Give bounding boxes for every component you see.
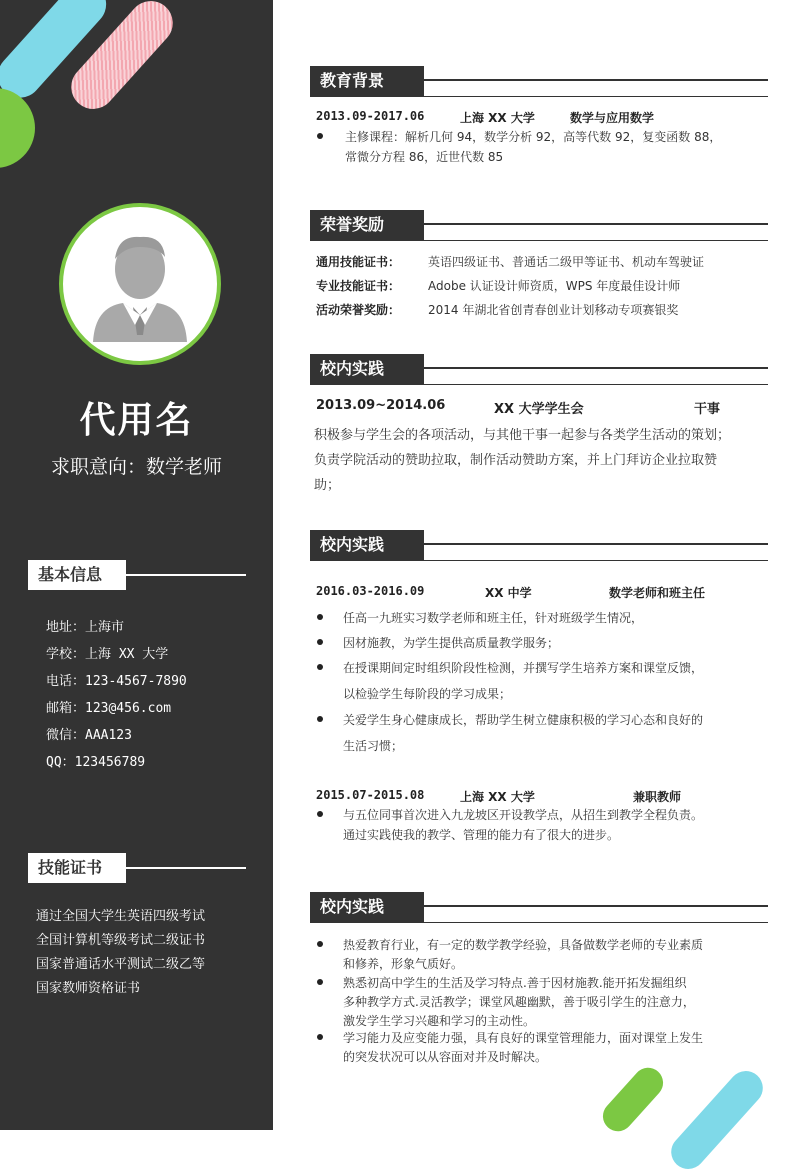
job1-role: 数学老师和班主任 (609, 586, 706, 600)
job1-bullet-cont: 以检验学生每阶段的学习成果； (343, 687, 512, 701)
summary-line: 熟悉初高中学生的生活及学习特点.善于因材施教.能开拓发掘组织 (343, 976, 687, 990)
bullet-icon (317, 941, 323, 947)
decor-cyan-stripe (664, 1064, 770, 1176)
bullet-icon (317, 639, 323, 645)
honor-value: Adobe 认证设计师资质，WPS 年度最佳设计师 (428, 279, 681, 293)
info-phone: 电话：123-4567-7890 (46, 674, 187, 689)
education-major: 数学与应用数学 (570, 111, 655, 125)
campus-divider (424, 543, 768, 545)
honor-value: 2014 年湖北省创青春创业计划移动专项赛银奖 (428, 303, 679, 317)
education-school: 上海 XX 大学 (460, 111, 535, 125)
skill-item: 国家普通话水平测试二级乙等 (36, 957, 206, 972)
job1-bullet: 在授课期间定时组织阶段性检测，并撰写学生培养方案和课堂反馈， (343, 661, 704, 675)
bullet-icon (317, 614, 323, 620)
job1-bullet-cont: 生活习惯； (343, 739, 404, 753)
bullet-icon (317, 133, 323, 139)
campus-underline (310, 922, 768, 923)
campus-divider (424, 367, 768, 369)
skill-item: 国家教师资格证书 (36, 981, 141, 996)
person-avatar-icon (63, 207, 217, 361)
campus-heading: 校内实践 (310, 892, 424, 922)
campus1-line: 积极参与学生会的各项活动，与其他干事一起参与各类学生活动的策划； (314, 428, 731, 443)
bullet-icon (317, 979, 323, 985)
campus1-line: 负责学院活动的赞助拉取，制作活动赞助方案，并上门拜访企业拉取赞 (314, 453, 718, 468)
info-email: 邮箱：123@456.com (46, 701, 172, 716)
decor-green-circle (0, 88, 35, 168)
skill-item: 通过全国大学生英语四级考试 (36, 909, 206, 924)
basic-info-list (46, 620, 187, 782)
honors-heading: 荣誉奖励 (310, 210, 424, 240)
education-underline (310, 96, 768, 97)
job2-date: 2015.07-2015.08 (316, 788, 425, 802)
info-address: 地址：上海市 (46, 620, 125, 635)
bullet-icon (317, 1034, 323, 1040)
education-courses-line1: 主修课程：解析几何 94，数学分析 92，高等代数 92，复变函数 88， (345, 130, 722, 144)
campus1-role: 干事 (694, 402, 721, 417)
candidate-name: 代用名 (79, 400, 194, 441)
campus-divider (424, 905, 768, 907)
education-heading: 教育背景 (310, 66, 424, 96)
job1-bullet: 关爱学生身心健康成长，帮助学生树立健康积极的学习心态和良好的 (343, 713, 704, 727)
decor-green-stripe (597, 1062, 669, 1138)
avatar (59, 203, 221, 365)
summary-line: 激发学生学习兴趣和学习的主动性。 (343, 1014, 536, 1028)
campus1-date: 2013.09~2014.06 (316, 398, 446, 413)
summary-line: 热爱教育行业，有一定的数学教学经验，具备做数学老师的专业素质 (343, 938, 704, 952)
summary-line: 的突发状况可以从容面对并及时解决。 (343, 1050, 548, 1064)
bullet-icon (317, 716, 323, 722)
skills-list (36, 905, 205, 1001)
job1-org: XX 中学 (485, 586, 532, 600)
campus-underline (310, 384, 768, 385)
skills-heading: 技能证书 (28, 853, 126, 883)
honors-underline (310, 240, 768, 241)
job-intent: 求职意向：数学老师 (50, 456, 222, 478)
job1-date: 2016.03-2016.09 (316, 584, 425, 598)
info-qq: QQ：123456789 (46, 755, 146, 770)
honor-label: 活动荣誉奖励： (316, 303, 401, 317)
job2-org: 上海 XX 大学 (460, 790, 535, 804)
bullet-icon (317, 811, 323, 817)
summary-line: 学习能力及应变能力强，具有良好的课堂管理能力，面对课堂上发生 (343, 1031, 704, 1045)
campus-heading: 校内实践 (310, 354, 424, 384)
education-divider (424, 79, 768, 81)
honor-value: 英语四级证书、普通话二级甲等证书、机动车驾驶证 (428, 255, 705, 269)
info-school: 学校：上海 XX 大学 (46, 647, 169, 662)
basic-info-heading: 基本信息 (28, 560, 126, 590)
campus-underline (310, 560, 768, 561)
job1-bullet: 因材施教，为学生提供高质量教学服务； (343, 636, 560, 650)
honors-divider (424, 223, 768, 225)
job1-bullet: 任高一九班实习数学老师和班主任，针对班级学生情况， (343, 611, 644, 625)
campus-heading: 校内实践 (310, 530, 424, 560)
honor-label: 专业技能证书： (316, 279, 401, 293)
job2-role: 兼职教师 (633, 790, 682, 804)
education-courses-line2: 常微分方程 86，近世代数 85 (345, 150, 504, 164)
bullet-icon (317, 664, 323, 670)
job2-line: 通过实践使我的教学、管理的能力有了很大的进步。 (343, 828, 620, 842)
skill-item: 全国计算机等级考试二级证书 (36, 933, 206, 948)
job2-line: 与五位同事首次进入九龙坡区开设教学点，从招生到教学全程负责。 (343, 808, 704, 822)
skills-divider (126, 867, 246, 869)
education-date: 2013.09-2017.06 (316, 109, 425, 123)
basic-info-divider (126, 574, 246, 576)
campus1-line: 助； (314, 478, 341, 493)
honor-label: 通用技能证书： (316, 255, 401, 269)
campus1-org: XX 大学学生会 (494, 402, 584, 417)
sidebar (0, 0, 273, 1130)
summary-line: 和修养，形象气质好。 (343, 957, 464, 971)
info-wechat: 微信：AAA123 (46, 728, 132, 743)
summary-line: 多种教学方式.灵活教学；课堂风趣幽默，善于吸引学生的注意力， (343, 995, 695, 1009)
